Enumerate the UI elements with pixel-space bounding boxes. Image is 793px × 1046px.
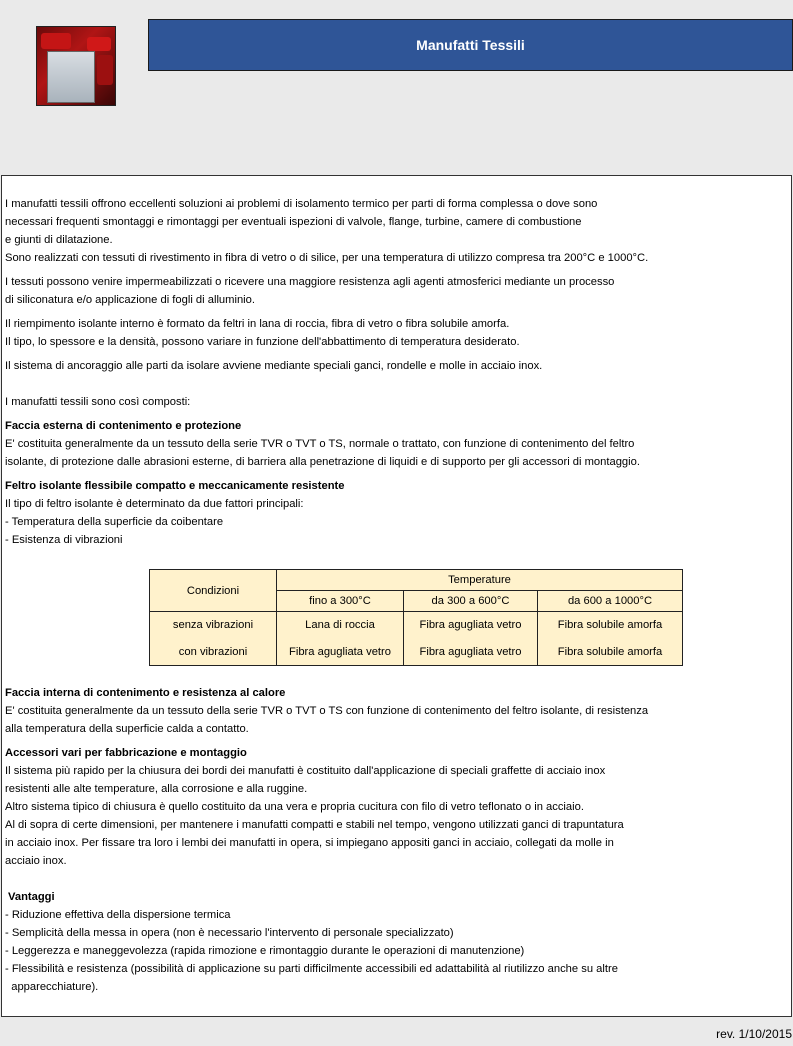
table-cell-condition: con vibrazioni: [150, 639, 277, 666]
insulation-box-shape: [47, 51, 95, 103]
text-line: resistenti alle alte temperature, alla corrosione e alla ruggine.: [5, 783, 308, 795]
product-image: [36, 26, 116, 106]
text-line: necessari frequenti smontaggi e rimontaggi per eventuali ispezioni di valvole, flange, turbine, camere di combustione: [5, 216, 582, 228]
text-line: - Esistenza di vibrazioni: [5, 534, 123, 546]
text-line: Il tipo, lo spessore e la densità, possono variare in funzione dell'abbattimento di temperatura desiderato.: [5, 336, 520, 348]
table-row: [150, 612, 683, 639]
document-body: [1, 175, 792, 1017]
page-title: Manufatti Tessili: [148, 19, 793, 71]
table-cell: Fibra solubile amorfa: [538, 639, 683, 666]
section-heading: Faccia interna di contenimento e resistenza al calore: [5, 687, 286, 699]
text-line: acciaio inox.: [5, 855, 67, 867]
text-line: - Flessibilità e resistenza (possibilità di applicazione su parti difficilmente accessibili ed adattabilità al riutilizzo anche su altre: [5, 963, 618, 975]
text-line: E' costituita generalmente da un tessuto della serie TVR o TVT o TS con funzione di contenimento del feltro isolante, di resistenza: [5, 705, 649, 717]
text-line: - Temperatura della superficie da coibentare: [5, 516, 224, 528]
text-line: Sono realizzati con tessuti di rivestimento in fibra di vetro o di silice, per una temperatura di utilizzo compresa tra 200°C e 1000°C.: [5, 252, 649, 264]
text-line: di siliconatura e/o applicazione di fogli di alluminio.: [5, 294, 255, 306]
table-cell: Fibra agugliata vetro: [404, 612, 538, 639]
table-header-range: da 300 a 600°C: [404, 591, 538, 612]
text-line: E' costituita generalmente da un tessuto della serie TVR o TVT o TS, normale o trattato, con funzione di contenimento del feltro: [5, 438, 635, 450]
table-cell: Lana di roccia: [277, 612, 404, 639]
text-line: Il riempimento isolante interno è formato da feltri in lana di roccia, fibra di vetro o fibra solubile amorfa.: [5, 318, 510, 330]
table-header-temperatures: Temperature: [277, 570, 683, 591]
table-cell: Fibra solubile amorfa: [538, 612, 683, 639]
text-line: in acciaio inox. Per fissare tra loro i lembi dei manufatti in opera, si impiegano appositi ganci in acciaio, collegati da molle in: [5, 837, 614, 849]
text-line: - Leggerezza e maneggevolezza (rapida rimozione e rimontaggio durante le operazioni di manutenzione): [5, 945, 525, 957]
text-line: - Riduzione effettiva della dispersione termica: [5, 909, 231, 921]
text-line: Al di sopra di certe dimensioni, per mantenere i manufatti compatti e stabili nel tempo, vengono utilizzati ganci di trapuntatura: [5, 819, 624, 831]
revision-label: rev. 1/10/2015: [716, 1027, 792, 1041]
text-line: e giunti di dilatazione.: [5, 234, 113, 246]
text-line: alla temperatura della superficie calda a contatto.: [5, 723, 249, 735]
pipe-shape: [87, 37, 111, 51]
table-cell: Fibra agugliata vetro: [404, 639, 538, 666]
text-line: I tessuti possono venire impermeabilizzati o ricevere una maggiore resistenza agli agenti atmosferici mediante un processo: [5, 276, 615, 288]
pipe-shape: [41, 33, 71, 49]
section-heading: Faccia esterna di contenimento e protezione: [5, 420, 242, 432]
text-line: apparecchiature).: [5, 981, 99, 993]
table-header-conditions: Condizioni: [150, 570, 277, 612]
text-line: - Semplicità della messa in opera (non è necessario l'intervento di personale specializzato): [5, 927, 454, 939]
temperature-table: [149, 569, 683, 666]
table-cell-condition: senza vibrazioni: [150, 612, 277, 639]
text-line: isolante, di protezione dalle abrasioni esterne, di barriera alla penetrazione di liquidi e di supporto per gli accessori di montaggio.: [5, 456, 640, 468]
section-heading: Accessori vari per fabbricazione e montaggio: [5, 747, 247, 759]
table-header-range: fino a 300°C: [277, 591, 404, 612]
text-line: Altro sistema tipico di chiusura è quello costituito da una vera e propria cucitura con filo di vetro teflonato o in acciaio.: [5, 801, 584, 813]
text-line: I manufatti tessili offrono eccellenti soluzioni ai problemi di isolamento termico per parti di forma complessa o dove sono: [5, 198, 598, 210]
table-header-range: da 600 a 1000°C: [538, 591, 683, 612]
section-heading: Feltro isolante flessibile compatto e meccanicamente resistente: [5, 480, 345, 492]
pipe-shape: [97, 55, 113, 85]
table-row: [150, 639, 683, 666]
text-line: I manufatti tessili sono così composti:: [5, 396, 191, 408]
section-heading: Vantaggi: [8, 891, 55, 903]
text-line: Il sistema di ancoraggio alle parti da isolare avviene mediante speciali ganci, rondelle e molle in acciaio inox.: [5, 360, 543, 372]
text-line: Il tipo di feltro isolante è determinato da due fattori principali:: [5, 498, 304, 510]
text-line: Il sistema più rapido per la chiusura dei bordi dei manufatti è costituito dall'applicazione di speciali graffette di acciaio inox: [5, 765, 606, 777]
table-cell: Fibra agugliata vetro: [277, 639, 404, 666]
